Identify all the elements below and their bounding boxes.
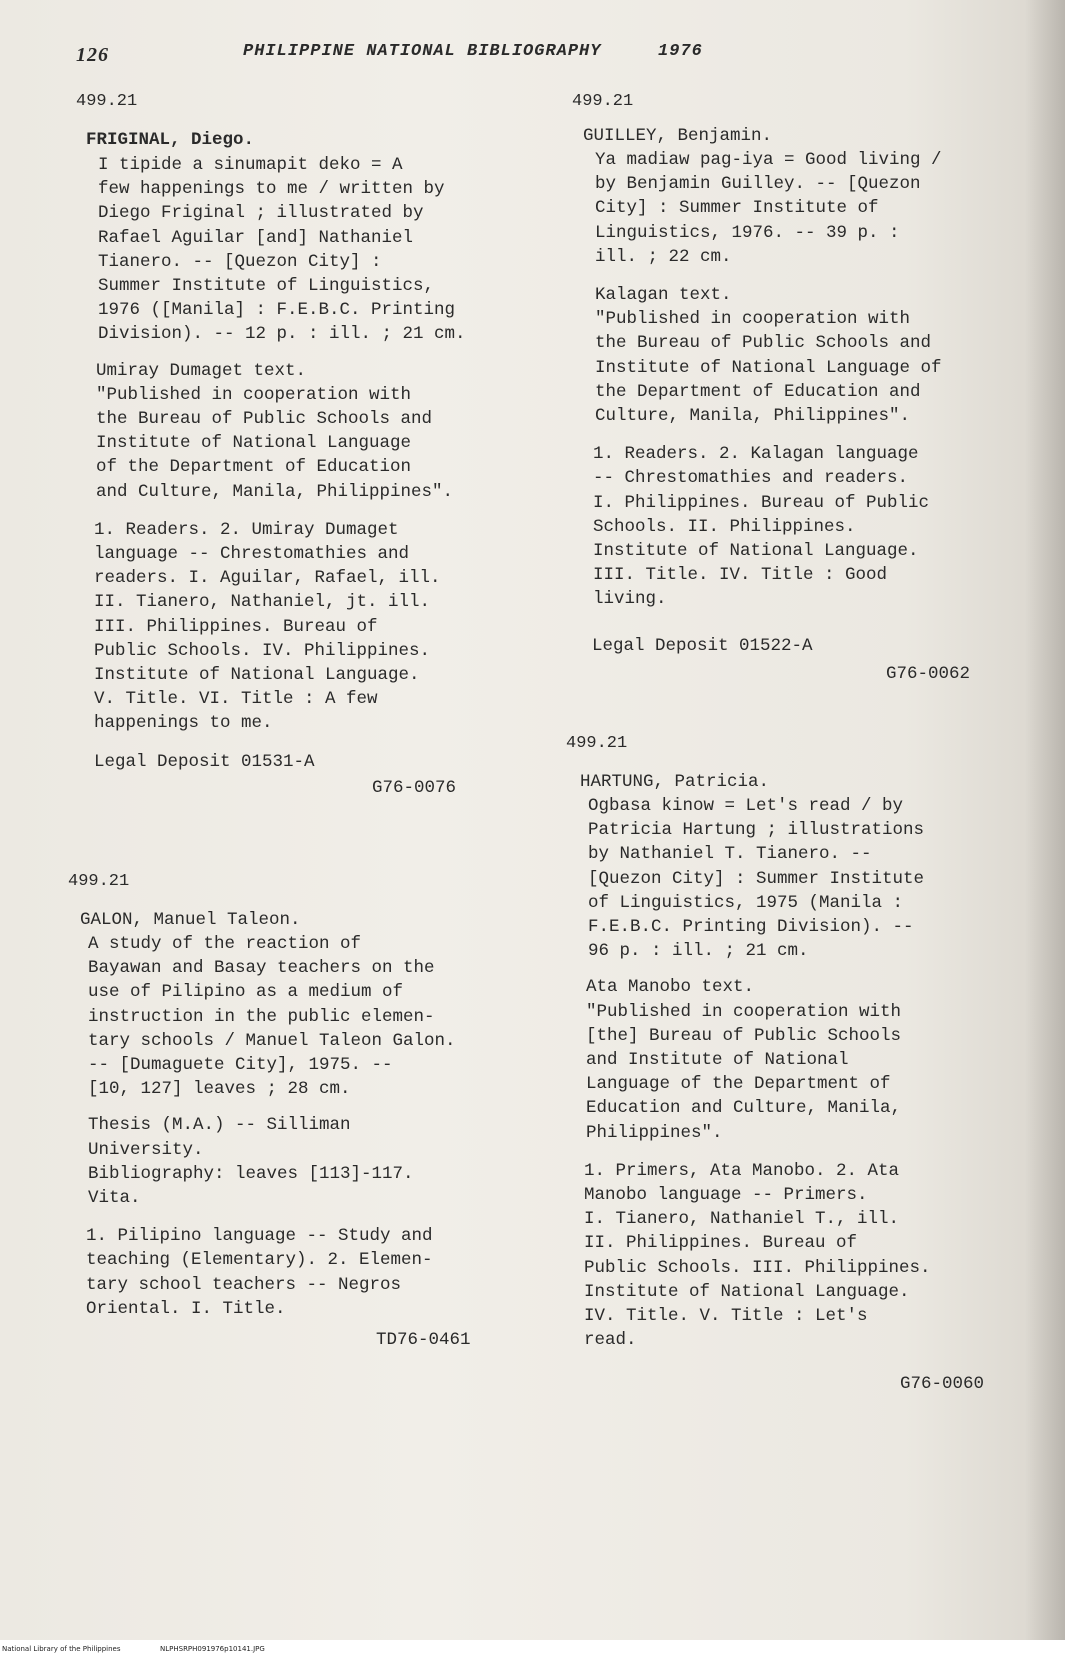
running-year: 1976 [658, 42, 703, 61]
text-line: 1. Readers. 2. Umiray Dumaget [94, 519, 399, 540]
text-line: Education and Culture, Manila, [586, 1098, 902, 1119]
text-line: Institute of National Language [96, 433, 412, 454]
record-id: G76-0060 [900, 1374, 985, 1394]
scan-footer [0, 1640, 1065, 1658]
description-block [588, 794, 931, 963]
record-id: G76-0062 [886, 664, 971, 684]
running-title: PHILIPPINE NATIONAL BIBLIOGRAPHY [243, 42, 602, 61]
text-line: ill. ; 22 cm. [595, 246, 732, 267]
text-line: of Linguistics, 1975 (Manila : [588, 892, 904, 913]
entry-author: HARTUNG, Patricia. [580, 772, 770, 792]
notes-block [586, 975, 931, 1144]
text-line: happenings to me. [94, 713, 273, 734]
footer-library: National Library of the Philippines [2, 1645, 121, 1653]
entry-body [584, 794, 931, 1362]
text-line: Ata Manobo text. [586, 977, 755, 998]
text-line: tary school teachers -- Negros [86, 1274, 402, 1295]
text-line: IV. Title. V. Title : Let's [584, 1306, 868, 1327]
text-line: III. Philippines. Bureau of [94, 616, 378, 637]
entry-author: FRIGINAL, Diego. [86, 130, 255, 150]
text-line: Oriental. I. Title. [86, 1298, 286, 1319]
text-line: Vita. [88, 1188, 141, 1209]
record-id: G76-0076 [372, 778, 457, 798]
page-number: 126 [76, 44, 109, 66]
text-line: and Culture, Manila, Philippines". [96, 481, 454, 502]
text-line: and Institute of National [586, 1050, 849, 1071]
text-line: Summer Institute of Linguistics, [98, 276, 435, 297]
text-line: living. [593, 589, 667, 610]
legal-deposit: Legal Deposit 01522-A [592, 636, 813, 656]
text-line: the Bureau of Public Schools and [595, 333, 932, 354]
text-line: "Published in cooperation with [586, 1001, 902, 1022]
text-line: of the Department of Education [96, 457, 412, 478]
class-number: 499.21 [76, 92, 138, 111]
text-line: Language of the Department of [586, 1074, 891, 1095]
text-line: readers. I. Aguilar, Rafael, ill. [94, 568, 441, 589]
text-line: Patricia Hartung ; illustrations [588, 820, 925, 841]
tracings-block [584, 1159, 931, 1353]
text-line: [10, 127] leaves ; 28 cm. [88, 1079, 351, 1100]
text-line: Kalagan text. [595, 285, 732, 306]
text-line: [the] Bureau of Public Schools [586, 1025, 902, 1046]
text-line: Schools. II. Philippines. [593, 516, 856, 537]
page-header [0, 40, 1065, 70]
text-line: Bayawan and Basay teachers on the [88, 958, 435, 979]
notes-block [595, 283, 942, 428]
record-id: TD76-0461 [376, 1330, 471, 1350]
notes-block [88, 1113, 456, 1210]
text-line: Thesis (M.A.) -- Silliman [88, 1115, 351, 1136]
text-line: I tipide a sinumapit deko = A [98, 155, 403, 175]
text-line: Tianero. -- [Quezon City] : [98, 251, 382, 272]
text-line: by Benjamin Guilley. -- [Quezon [595, 174, 921, 195]
footer-file: NLPHSRPH091976p10141.JPG [160, 1645, 265, 1653]
text-line: Institute of National Language. [94, 665, 420, 686]
text-line: tary schools / Manuel Taleon Galon. [88, 1030, 456, 1051]
text-line: -- Chrestomathies and readers. [593, 468, 909, 489]
legal-deposit: Legal Deposit 01531-A [94, 752, 315, 772]
text-line: 1. Primers, Ata Manobo. 2. Ata [584, 1160, 900, 1181]
text-line: I. Philippines. Bureau of Public [593, 492, 930, 513]
text-line: Division). -- 12 p. : ill. ; 21 cm. [98, 324, 466, 345]
text-line: F.E.B.C. Printing Division). -- [588, 917, 914, 938]
text-line: 1. Pilipino language -- Study and [86, 1226, 433, 1247]
text-line: Culture, Manila, Philippines". [595, 406, 911, 427]
text-line: II. Tianero, Nathaniel, jt. ill. [94, 592, 431, 613]
class-number: 499.21 [572, 92, 634, 111]
text-line: Linguistics, 1976. -- 39 p. : [595, 222, 900, 243]
description-block [88, 932, 456, 1101]
text-line: language -- Chrestomathies and [94, 544, 410, 565]
text-line: Bibliography: leaves [113]-117. [88, 1163, 414, 1184]
class-number: 499.21 [68, 872, 130, 891]
text-line: 1976 ([Manila] : F.E.B.C. Printing [98, 300, 456, 321]
text-line: "Published in cooperation with [595, 309, 911, 330]
text-line: Diego Friginal ; illustrated by [98, 203, 424, 224]
text-line: the Department of Education and [595, 381, 921, 402]
description-block [595, 148, 942, 269]
text-line: -- [Dumaguete City], 1975. -- [88, 1055, 393, 1076]
description-block [98, 153, 466, 347]
entry-body [88, 932, 456, 1331]
entry-author: GUILLEY, Benjamin. [583, 126, 773, 146]
text-line: by Nathaniel T. Tianero. -- [588, 844, 872, 865]
text-line: Ya madiaw pag-iya = Good living / [595, 150, 942, 170]
page-edge-shadow [1025, 0, 1065, 1640]
text-line: [Quezon City] : Summer Institute [588, 868, 925, 889]
text-line: V. Title. VI. Title : A few [94, 689, 378, 710]
text-line: the Bureau of Public Schools and [96, 409, 433, 430]
text-line: Institute of National Language of [595, 357, 942, 378]
notes-block [96, 359, 466, 504]
text-line: Umiray Dumaget text. [96, 360, 307, 381]
text-line: Institute of National Language. [593, 541, 919, 562]
text-line: Public Schools. IV. Philippines. [94, 640, 431, 661]
text-line: "Published in cooperation with [96, 384, 412, 405]
tracings-block [94, 518, 466, 736]
text-line: Rafael Aguilar [and] Nathaniel [98, 227, 414, 248]
text-line: 1. Readers. 2. Kalagan language [593, 444, 919, 465]
entry-body [94, 153, 466, 746]
text-line: City] : Summer Institute of [595, 198, 879, 219]
class-number: 499.21 [566, 734, 628, 753]
text-line: Philippines". [586, 1122, 723, 1143]
entry-author: GALON, Manuel Taleon. [80, 910, 301, 930]
text-line: use of Pilipino as a medium of [88, 982, 404, 1003]
text-line: 96 p. : ill. ; 21 cm. [588, 941, 809, 962]
text-line: Institute of National Language. [584, 1281, 910, 1302]
tracings-block [593, 442, 942, 611]
text-line: I. Tianero, Nathaniel T., ill. [584, 1209, 900, 1230]
text-line: University. [88, 1139, 204, 1160]
text-line: Manobo language -- Primers. [584, 1185, 868, 1206]
entry-body [595, 148, 942, 622]
text-line: A study of the reaction of [88, 934, 362, 954]
text-line: instruction in the public elemen- [88, 1006, 435, 1027]
text-line: II. Philippines. Bureau of [584, 1233, 858, 1254]
text-line: teaching (Elementary). 2. Elemen- [86, 1250, 433, 1271]
text-line: Ogbasa kinow = Let's read / by [588, 796, 904, 816]
text-line: Public Schools. III. Philippines. [584, 1257, 931, 1278]
text-line: III. Title. IV. Title : Good [593, 565, 888, 586]
text-line: read. [584, 1330, 637, 1351]
tracings-block [86, 1224, 456, 1321]
text-line: few happenings to me / written by [98, 179, 445, 200]
